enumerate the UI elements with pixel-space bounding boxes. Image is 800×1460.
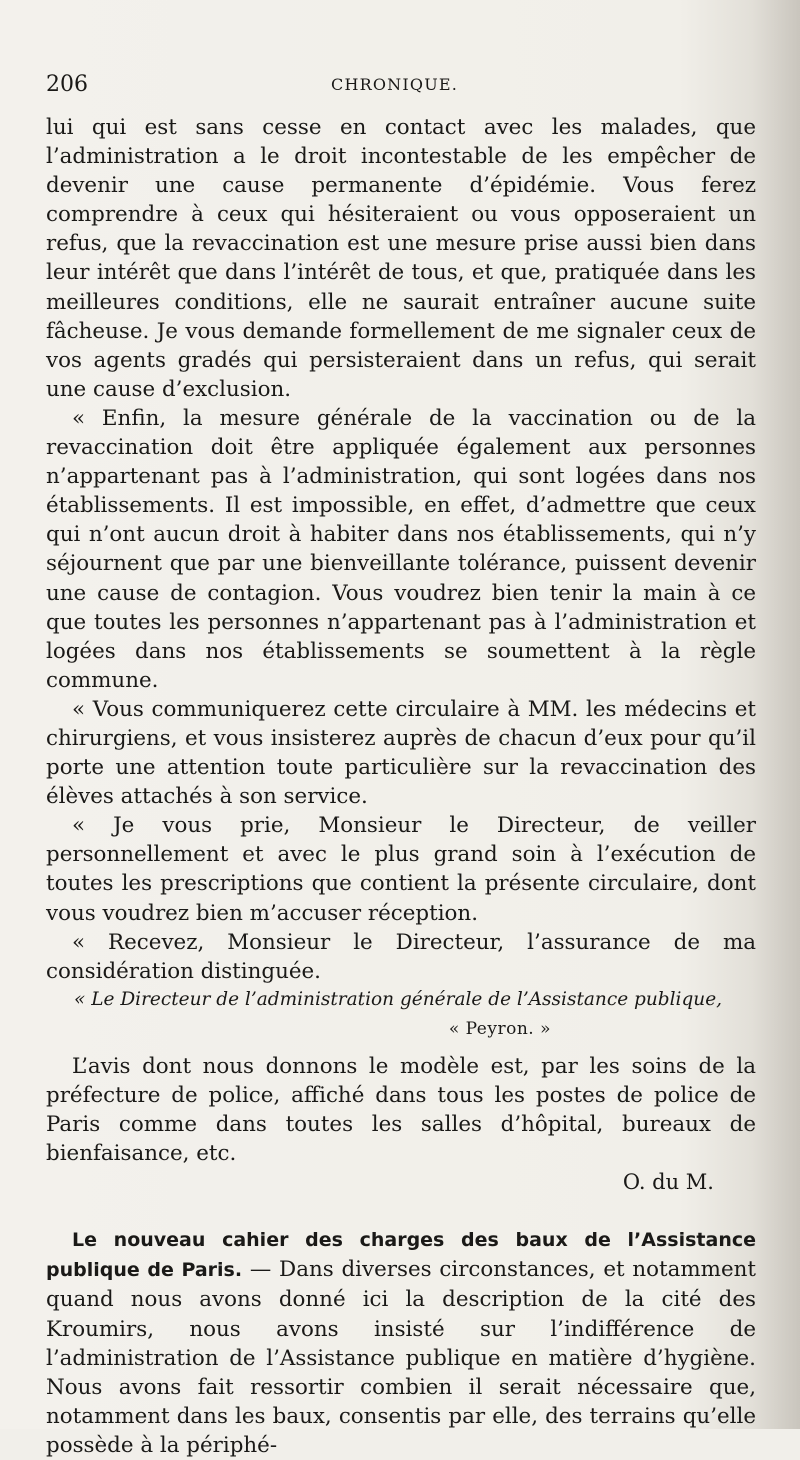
paragraph-1: lui qui est sans cesse en contact avec les malades, que l’administration a le droit incontestable de les empêcher de devenir une cause permanente d’épidémie. Vous ferez comprendre à ceux qui hésiteraient ou vous opposeraient un refus, que la revaccination est une mesure prise aussi bien dans leur intérêt que dans l’intérêt de tous, et que, pratiquée dans les meilleures conditions, elle ne saurait entraîner aucune suite fâcheuse. Je vous demande formellement de me signaler ceux de vos agents gradés qui persisteraient dans un refus, qui serait une cause d’exclusion. (46, 115, 756, 402)
signature-name: « Peyron. » (448, 1018, 551, 1039)
paragraph-4: « Je vous prie, Monsieur le Directeur, de veiller personnellement et avec le plus grand soin à l’exécution de toutes les prescriptions que contient la présente circulaire, dont vous voudrez bien m’accuser réception. (46, 813, 756, 926)
paragraph-3: « Vous communiquerez cette circulaire à MM. les médecins et chirurgiens, et vous insisterez auprès de chacun d’eux pour qu’il porte une attention toute particulière sur la revaccination des élèves attachés à son service. (46, 696, 756, 810)
signature-line: « Le Directeur de l’administration générale de l’Assistance publique, (74, 988, 723, 1010)
page-body (46, 113, 756, 1460)
author-initials: O. du M. (622, 1170, 714, 1195)
section-text: — Dans diverses circonstances, et notamment quand nous avons donné ici la description de la cité des Kroumirs, nous avons insisté sur l’indifférence de l’administration de l’Assistance publique en matière d’hygiène. Nous avons fait ressortir combien il serait nécessaire que, notamment dans les baux, consentis par elle, des terrains qu’elle possède à la périphé- (46, 1257, 756, 1458)
page-number: 206 (46, 72, 88, 97)
page-header (46, 72, 756, 106)
section-title: Le nouveau cahier des charges des baux de l’Assistance publique de Paris. (46, 1229, 756, 1282)
paragraph-5: « Recevez, Monsieur le Directeur, l’assurance de ma considération distinguée. (46, 929, 756, 984)
paragraph-2: « Enfin, la mesure générale de la vaccination ou de la revaccination doit être appliquée également aux personnes n’appartenant pas à l’administration, qui sont logées dans nos établissements. Il est impossible, en effet, d’admettre que ceux qui n’ont aucun droit à habiter dans nos établissements, qui n’y séjournent que par une bienveillante tolérance, puissent devenir une cause de contagion. Vous voudrez bien tenir la main à ce que toutes les personnes n’appartenant pas à l’administration et logées dans nos établissements se soumettent à la règle commune. (46, 405, 756, 693)
paragraph-6: L’avis dont nous donnons le modèle est, par les soins de la préfecture de police, affiché dans tous les postes de police de Paris comme dans toutes les salles d’hôpital, bureaux de bienfaisance, etc. (46, 1053, 756, 1167)
running-title: CHRONIQUE. (331, 75, 459, 94)
section-paragraph (46, 1225, 756, 1460)
